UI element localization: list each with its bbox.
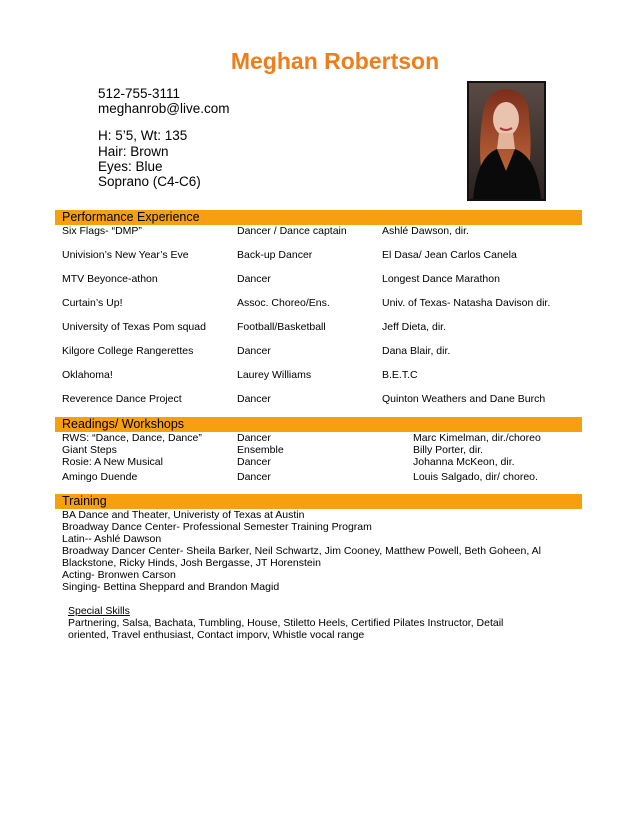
hair-color: Hair: Brown	[98, 144, 169, 159]
training-line: BA Dance and Theater, Univeristy of Texas at Austin	[62, 509, 305, 521]
reading-role: Dancer	[237, 432, 271, 444]
voice-range: Soprano (C4-C6)	[98, 174, 201, 189]
perf-director: Longest Dance Marathon	[382, 273, 500, 285]
phone: 512-755-3111	[98, 86, 181, 101]
perf-director: Dana Blair, dir.	[382, 345, 451, 357]
perf-show: Kilgore College Rangerettes	[62, 345, 194, 357]
email: meghanrob@live.com	[98, 101, 230, 116]
perf-show: Reverence Dance Project	[62, 393, 182, 405]
reading-director: Marc Kimelman, dir./choreo	[413, 432, 541, 444]
reading-director: Louis Salgado, dir/ choreo.	[413, 471, 538, 483]
perf-director: Jeff Dieta, dir.	[382, 321, 447, 333]
headshot-photo	[467, 81, 546, 201]
perf-director: Ashlé Dawson, dir.	[382, 225, 469, 237]
training-line: Broadway Dancer Center- Sheila Barker, Neil Schwartz, Jim Cooney, Matthew Powell, Beth Goheen, Al	[62, 545, 541, 557]
perf-role: Assoc. Choreo/Ens.	[237, 297, 330, 309]
reading-director: Johanna McKeon, dir.	[413, 456, 515, 468]
perf-role: Dancer	[237, 345, 271, 357]
reading-role: Ensemble	[237, 444, 284, 456]
perf-show: University of Texas Pom squad	[62, 321, 206, 333]
reading-show: Rosie: A New Musical	[62, 456, 163, 468]
section-performance-heading: Performance Experience	[55, 210, 582, 225]
training-line: Latin-- Ashlé Dawson	[62, 533, 162, 545]
section-training-heading: Training	[55, 494, 582, 509]
section-readings-heading: Readings/ Workshops	[55, 417, 582, 432]
reading-show: Amingo Duende	[62, 471, 138, 483]
perf-director: El Dasa/ Jean Carlos Canela	[382, 249, 517, 261]
eye-color: Eyes: Blue	[98, 159, 163, 174]
training-line: Acting- Bronwen Carson	[62, 569, 176, 581]
special-skills-line: oriented, Travel enthusiast, Contact imporv, Whistle vocal range	[68, 629, 365, 641]
perf-director: Quinton Weathers and Dane Burch	[382, 393, 546, 405]
perf-role: Dancer	[237, 273, 271, 285]
perf-show: Curtain’s Up!	[62, 297, 123, 309]
perf-director: B.E.T.C	[382, 369, 418, 381]
perf-role: Dancer	[237, 393, 271, 405]
perf-show: Oklahoma!	[62, 369, 113, 381]
reading-director: Billy Porter, dir.	[413, 444, 484, 456]
perf-show: Six Flags- “DMP”	[62, 225, 142, 237]
perf-director: Univ. of Texas- Natasha Davison dir.	[382, 297, 551, 309]
training-line: Singing- Bettina Sheppard and Brandon Magid	[62, 581, 280, 593]
reading-show: RWS: “Dance, Dance, Dance”	[62, 432, 202, 444]
perf-show: Univision’s New Year’s Eve	[62, 249, 189, 261]
training-line: Broadway Dance Center- Professional Semester Training Program	[62, 521, 372, 533]
perf-role: Laurey Williams	[237, 369, 312, 381]
perf-role: Dancer / Dance captain	[237, 225, 347, 237]
height-weight: H: 5’5, Wt: 135	[98, 128, 188, 143]
resume-name: Meghan Robertson	[230, 48, 440, 74]
perf-role: Football/Basketball	[237, 321, 326, 333]
reading-role: Dancer	[237, 456, 271, 468]
special-skills-line: Partnering, Salsa, Bachata, Tumbling, House, Stiletto Heels, Certified Pilates Instructor, Detail	[68, 617, 504, 629]
training-line: Blackstone, Ricky Hinds, Josh Bergasse, JT Horenstein	[62, 557, 321, 569]
perf-role: Back-up Dancer	[237, 249, 313, 261]
reading-role: Dancer	[237, 471, 271, 483]
reading-show: Giant Steps	[62, 444, 117, 456]
special-skills-heading: Special Skills	[68, 605, 130, 617]
perf-show: MTV Beyonce-athon	[62, 273, 158, 285]
